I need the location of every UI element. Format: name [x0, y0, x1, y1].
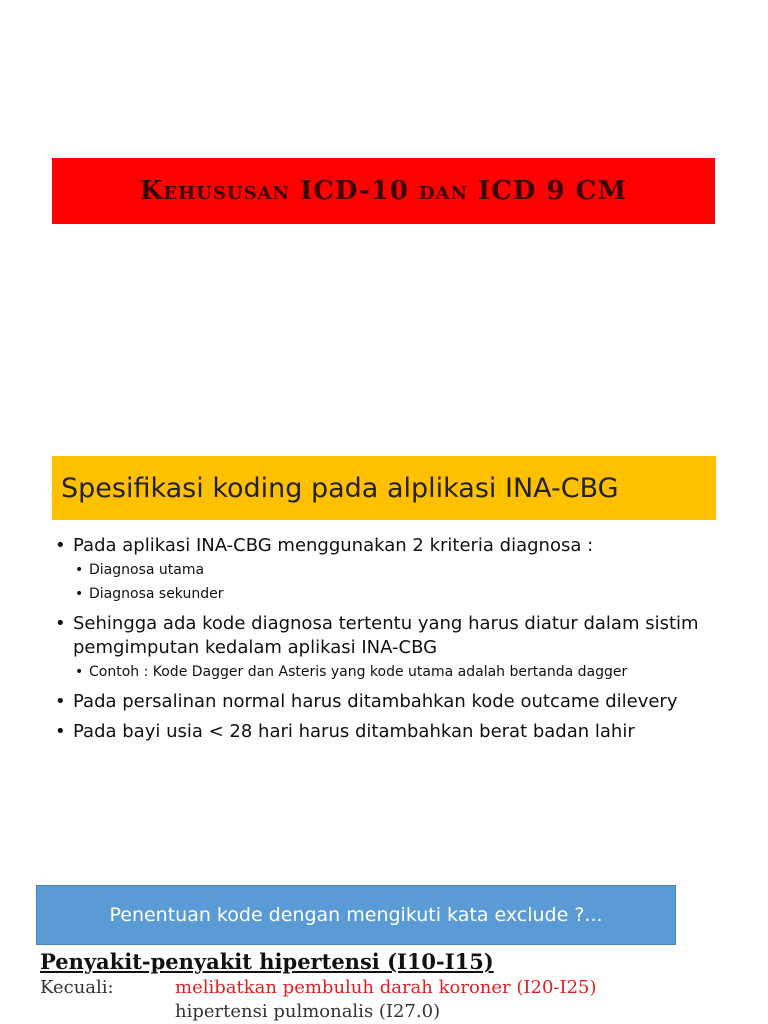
section-header [52, 456, 716, 520]
section-heading: Spesifikasi koding pada alplikasi INA-CBG [61, 472, 619, 504]
sub-bullet-item [75, 660, 735, 684]
exclusion-item: hipertensi pulmonalis (I27.0) [175, 1001, 441, 1022]
page-title: Kehususan ICD-10 dan ICD 9 CM [139, 176, 628, 206]
exclude-question-box [36, 885, 676, 945]
bullet-dot-icon: • [75, 562, 84, 578]
bullet-dot-icon: • [55, 721, 66, 742]
bullet-list [55, 534, 735, 744]
sub-bullet-item [75, 582, 735, 606]
bullet-dot-icon: • [75, 664, 84, 680]
exclusion-item: melibatkan pembuluh darah koroner (I20-I25) [175, 977, 597, 998]
bullet-dot-icon: • [55, 535, 66, 556]
sub-bullet-item [75, 558, 735, 582]
bullet-dot-icon: • [55, 613, 66, 634]
bullet-item [55, 720, 735, 744]
bullet-text: Pada persalinan normal harus ditambahkan kode outcame dilevery [73, 691, 678, 712]
bullet-dot-icon: • [55, 691, 66, 712]
sub-bullet-text: Diagnosa sekunder [89, 586, 224, 602]
bullet-dot-icon: • [75, 586, 84, 602]
exclusion-label: Kecuali: [40, 977, 114, 998]
bullet-item [55, 612, 735, 660]
exclude-question-text: Penentuan kode dengan mengikuti kata exclude ?... [109, 904, 603, 926]
sub-bullet-text: Contoh : Kode Dagger dan Asteris yang kode utama adalah bertanda dagger [89, 664, 628, 680]
document-heading: Penyakit-penyakit hipertensi (I10-I15) [40, 949, 494, 974]
document-excerpt [40, 948, 740, 1024]
exclusion-row [40, 1000, 740, 1024]
bullet-text: Pada aplikasi INA-CBG menggunakan 2 kriteria diagnosa : [73, 535, 594, 556]
bullet-item [55, 534, 735, 558]
sub-bullet-text: Diagnosa utama [89, 562, 205, 578]
title-banner [52, 158, 715, 224]
exclusion-row [40, 976, 740, 1000]
bullet-item [55, 690, 735, 714]
bullet-text: Pada bayi usia < 28 hari harus ditambahkan berat badan lahir [73, 721, 635, 742]
bullet-text: Sehingga ada kode diagnosa tertentu yang harus diatur dalam sistim pemgimputan kedalam aplikasi INA-CBG [73, 613, 699, 658]
